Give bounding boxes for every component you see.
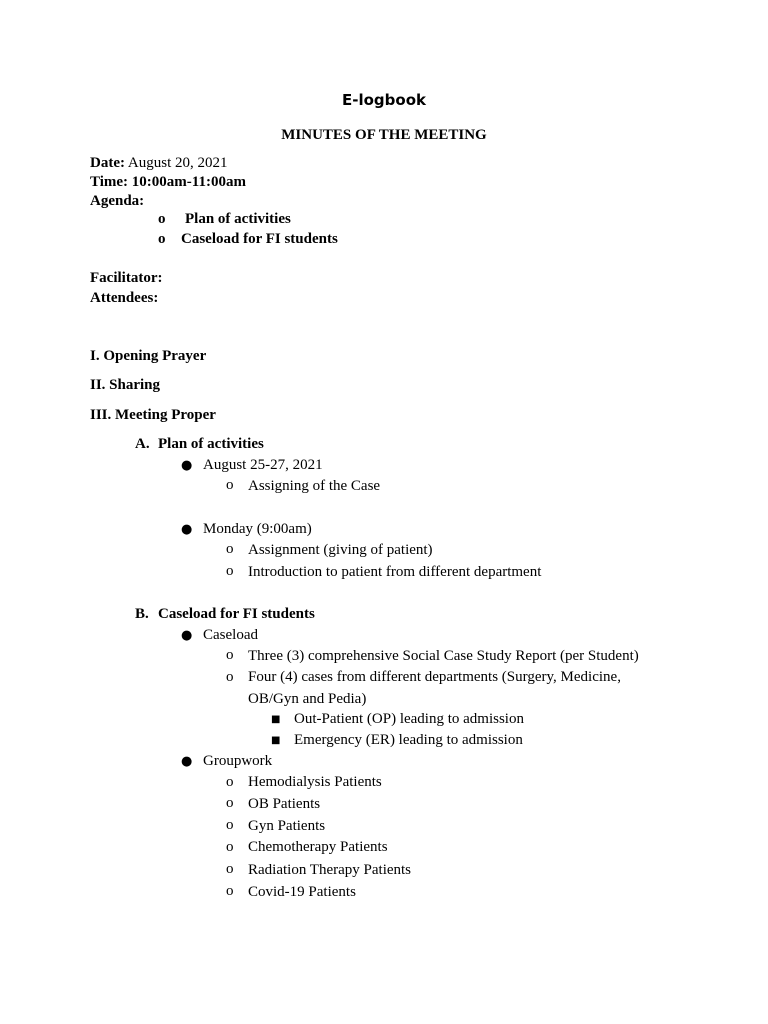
- sub-bullet-marker: o: [226, 839, 234, 855]
- list-item: Gyn Patients: [248, 818, 326, 834]
- list-item: Assigning of the Case: [248, 478, 381, 494]
- agenda-label: Agenda:: [90, 193, 145, 209]
- sub-bullet-marker: o: [226, 861, 234, 877]
- bullet-square: ■: [271, 735, 281, 746]
- sub-bullet-marker: o: [226, 477, 234, 493]
- date-value: August 20, 2021: [127, 155, 228, 171]
- sub-bullet-marker: o: [226, 647, 234, 663]
- section-heading: III. Meeting Proper: [90, 407, 216, 423]
- agenda-item: Plan of activities: [185, 211, 291, 227]
- list-item: August 25-27, 2021: [203, 457, 323, 473]
- list-item: Monday (9:00am): [203, 521, 312, 537]
- sub-bullet-marker: o: [226, 883, 234, 899]
- sub-bullet-marker: o: [226, 817, 234, 833]
- list-item: Radiation Therapy Patients: [248, 862, 412, 878]
- sub-bullet-marker: o: [226, 795, 234, 811]
- part-a-title: Plan of activities: [158, 436, 264, 452]
- minutes-heading: MINUTES OF THE MEETING: [281, 127, 487, 143]
- section-heading: I. Opening Prayer: [90, 348, 207, 364]
- date-line: [90, 154, 228, 172]
- document-title: E-logbook: [342, 91, 426, 109]
- list-item: Groupwork: [203, 753, 273, 769]
- list-item: Emergency (ER) leading to admission: [294, 732, 523, 748]
- list-item: Four (4) cases from different departments (Surgery, Medicine,: [248, 669, 621, 685]
- list-item: Assignment (giving of patient): [248, 542, 433, 558]
- bullet-dot: ●: [181, 628, 193, 643]
- section-heading: II. Sharing: [90, 377, 161, 393]
- list-item: Introduction to patient from different department: [248, 564, 542, 580]
- agenda-bullet-marker: o: [158, 231, 166, 247]
- sub-bullet-marker: o: [226, 669, 234, 685]
- part-a-label: A.: [135, 436, 150, 452]
- list-item: Caseload: [203, 627, 258, 643]
- bullet-dot: ●: [181, 522, 193, 537]
- bullet-dot: ●: [181, 458, 193, 473]
- bullet-dot: ●: [181, 754, 193, 769]
- list-item: Covid-19 Patients: [248, 884, 356, 900]
- sub-bullet-marker: o: [226, 541, 234, 557]
- list-item: Three (3) comprehensive Social Case Study Report (per Student): [248, 648, 639, 664]
- sub-bullet-marker: o: [226, 774, 234, 790]
- attendees-label: Attendees:: [90, 290, 159, 306]
- list-item: Chemotherapy Patients: [248, 839, 388, 855]
- bullet-square: ■: [271, 714, 281, 725]
- part-b-label: B.: [135, 606, 149, 622]
- agenda-item: Caseload for FI students: [181, 231, 338, 247]
- agenda-bullet-marker: o: [158, 211, 166, 227]
- list-item-continuation: OB/Gyn and Pedia): [248, 691, 367, 707]
- part-b-title: Caseload for FI students: [158, 606, 315, 622]
- list-item: Hemodialysis Patients: [248, 774, 382, 790]
- time-line: Time: 10:00am-11:00am: [90, 174, 246, 190]
- list-item: Out-Patient (OP) leading to admission: [294, 711, 524, 727]
- facilitator-label: Facilitator:: [90, 270, 163, 286]
- list-item: OB Patients: [248, 796, 321, 812]
- sub-bullet-marker: o: [226, 563, 234, 579]
- date-label: Date:: [90, 155, 125, 171]
